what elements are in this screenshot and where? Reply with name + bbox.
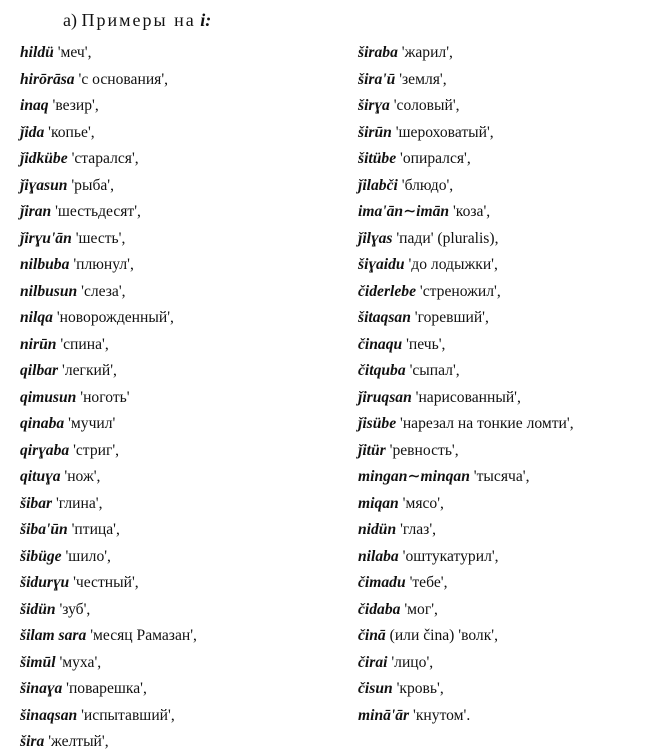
entry-term: širɣa <box>358 97 390 114</box>
entry-gloss: 'меч', <box>57 44 92 61</box>
variant-separator: ∼ <box>407 468 421 485</box>
word-entry <box>358 279 574 306</box>
entry-gloss: 'опирался', <box>400 150 471 167</box>
word-entry <box>20 650 197 677</box>
right-word-column <box>358 40 574 729</box>
word-entry <box>20 279 197 306</box>
entry-gloss: 'слеза', <box>81 282 126 300</box>
entry-term: čimadu <box>358 574 406 591</box>
entry-gloss: 'копье', <box>48 123 95 141</box>
entry-term: hildü <box>20 44 54 61</box>
variant-separator: ∼ <box>403 203 417 220</box>
entry-gloss: 'лицо', <box>391 653 434 671</box>
word-entry <box>20 438 197 465</box>
entry-term: šilam sara <box>20 627 87 644</box>
entry-term: čisun <box>358 680 393 697</box>
entry-term-variant: imān <box>416 203 450 220</box>
entry-gloss: 'пади' (pluralis), <box>396 229 499 247</box>
entry-gloss: 'муха', <box>59 653 102 671</box>
word-entry <box>20 544 197 571</box>
word-entry <box>358 305 574 332</box>
entry-gloss: 'испытавший', <box>81 706 175 724</box>
entry-term: ima'ān <box>358 203 404 220</box>
entry-term: nilbusun <box>20 282 78 300</box>
entry-term: nirūn <box>20 335 57 353</box>
entry-term: qinaba <box>20 415 65 432</box>
entry-term: ǰiran <box>20 203 52 220</box>
word-entry <box>20 226 197 253</box>
entry-term: ǰiruqsan <box>358 388 412 406</box>
word-entry <box>358 411 574 438</box>
entry-gloss: 'честный', <box>73 574 139 591</box>
entry-term: hirōrāsa <box>20 70 75 88</box>
entry-gloss: 'стреножил', <box>419 282 501 300</box>
entry-term: šidün <box>20 600 56 618</box>
word-entry <box>358 226 574 253</box>
entry-term: šimūl <box>20 653 56 671</box>
entry-term: šitübe <box>358 150 397 167</box>
entry-term: qituɣa <box>20 468 61 485</box>
entry-term: minā'ār <box>358 706 410 724</box>
entry-gloss: 'соловый', <box>393 97 460 114</box>
word-entry <box>20 411 197 438</box>
heading-letter: i: <box>200 10 212 30</box>
entry-term: šinaɣa <box>20 680 63 697</box>
entry-gloss: 'тебе', <box>409 574 448 591</box>
word-entry <box>20 173 197 200</box>
entry-gloss: 'горевший', <box>414 309 489 326</box>
word-entry <box>358 676 574 703</box>
word-entry <box>20 305 197 332</box>
entry-gloss: 'шило', <box>65 547 111 565</box>
word-entry <box>358 517 574 544</box>
entry-term: ǰilabči <box>358 176 398 194</box>
entry-term: šira'ū <box>358 70 396 88</box>
entry-term: ǰilɣas <box>358 229 393 247</box>
entry-gloss: 'месяц Рамазан', <box>90 627 197 644</box>
word-entry <box>20 67 197 94</box>
entry-gloss: 'желтый', <box>48 733 109 750</box>
entry-gloss: 'блюдо', <box>401 176 454 194</box>
entry-gloss: 'новорожденный', <box>56 309 174 326</box>
word-entry <box>358 438 574 465</box>
entry-gloss: 'мог', <box>404 600 438 618</box>
word-entry <box>20 358 197 385</box>
word-entry <box>20 120 197 147</box>
entry-gloss: 'мясо', <box>402 494 444 512</box>
entry-gloss: 'рыба', <box>71 176 115 194</box>
entry-gloss: 'кнутом'. <box>413 706 471 724</box>
entry-gloss: 'сыпал', <box>409 362 460 379</box>
entry-term: ǰirɣu'ān <box>20 229 72 247</box>
entry-term: činā <box>358 627 386 644</box>
word-entry <box>358 199 574 226</box>
word-entry <box>20 676 197 703</box>
entry-term: šidurɣu <box>20 574 70 591</box>
entry-gloss: 'легкий', <box>62 362 117 379</box>
entry-term: ǰisübe <box>358 415 397 432</box>
entry-term: širūn <box>358 123 392 141</box>
word-entry <box>358 146 574 173</box>
word-entry <box>20 252 197 279</box>
word-entry <box>358 544 574 571</box>
entry-term: čiderlebe <box>358 282 417 300</box>
entry-gloss: 'спина', <box>60 335 109 353</box>
entry-gloss: 'шероховатый', <box>395 123 494 141</box>
word-entry <box>20 703 197 730</box>
entry-term: šinaqsan <box>20 706 78 724</box>
entry-term: šira <box>20 733 45 750</box>
word-entry <box>358 623 574 650</box>
entry-term: šiɣaidu <box>358 256 405 273</box>
entry-term: šibüge <box>20 547 62 565</box>
entry-gloss: 'везир', <box>52 97 99 114</box>
entry-term: nilaba <box>358 547 399 565</box>
entry-gloss: 'птица', <box>71 521 120 538</box>
entry-term: qimusun <box>20 388 77 406</box>
entry-term: ǰitür <box>358 441 386 459</box>
word-entry <box>358 491 574 518</box>
left-word-column <box>20 40 197 756</box>
word-entry <box>20 729 197 756</box>
entry-gloss: 'с основания', <box>78 70 169 88</box>
entry-term: šiba'ūn <box>20 521 68 538</box>
entry-gloss: 'печь', <box>406 335 446 353</box>
word-entry <box>358 650 574 677</box>
entry-gloss: 'тысяча', <box>473 468 530 485</box>
word-entry <box>20 199 197 226</box>
entry-gloss: 'старался', <box>71 150 139 167</box>
entry-term-variant: minqan <box>420 468 470 485</box>
word-entry <box>20 146 197 173</box>
word-entry <box>358 385 574 412</box>
entry-gloss: (или čina) 'волк', <box>389 627 498 644</box>
entry-term: širaba <box>358 44 398 61</box>
entry-gloss: 'земля', <box>399 70 447 88</box>
word-entry <box>20 332 197 359</box>
entry-gloss: 'шесть', <box>75 229 126 247</box>
entry-term: nilqa <box>20 309 53 326</box>
entry-gloss: 'нож', <box>64 468 101 485</box>
entry-term: čitquba <box>358 362 406 379</box>
entry-gloss: 'глина', <box>55 494 103 512</box>
entry-gloss: 'плюнул', <box>73 256 134 273</box>
word-entry <box>358 252 574 279</box>
section-heading <box>63 10 211 31</box>
entry-gloss: 'мучил' <box>68 415 116 432</box>
entry-gloss: 'стриг', <box>73 441 120 459</box>
word-entry <box>20 385 197 412</box>
entry-term: šibar <box>20 494 53 512</box>
word-entry <box>20 570 197 597</box>
word-entry <box>20 491 197 518</box>
entry-term: mingan <box>358 468 408 485</box>
heading-label: а) <box>63 10 77 30</box>
entry-gloss: 'коза', <box>452 203 491 220</box>
entry-gloss: 'оштукатурил', <box>402 547 499 565</box>
word-entry <box>358 93 574 120</box>
entry-term: ǰidkübe <box>20 150 68 167</box>
entry-term: nidün <box>358 521 397 538</box>
word-entry <box>358 67 574 94</box>
entry-gloss: 'глаз', <box>400 521 437 538</box>
word-entry <box>358 358 574 385</box>
entry-term: miqan <box>358 494 399 512</box>
word-entry <box>20 93 197 120</box>
entry-gloss: 'нарезал на тонкие ломти', <box>400 415 574 432</box>
heading-text: Примеры на <box>81 10 196 30</box>
entry-gloss: 'кровь', <box>396 680 444 697</box>
word-entry <box>358 464 574 491</box>
word-entry <box>358 173 574 200</box>
entry-term: inaq <box>20 97 49 114</box>
entry-term: činaqu <box>358 335 403 353</box>
entry-gloss: 'ноготь' <box>80 388 130 406</box>
entry-gloss: 'поварешка', <box>66 680 147 697</box>
entry-term: nilbuba <box>20 256 70 273</box>
entry-gloss: 'жарил', <box>401 44 453 61</box>
entry-gloss: 'до лодыжки', <box>408 256 498 273</box>
entry-term: qirɣaba <box>20 441 70 459</box>
word-entry <box>358 597 574 624</box>
entry-term: šitaqsan <box>358 309 411 326</box>
entry-term: ǰida <box>20 123 45 141</box>
entry-term: čidaba <box>358 600 401 618</box>
word-entry <box>20 517 197 544</box>
word-entry <box>358 120 574 147</box>
entry-gloss: 'зуб', <box>59 600 91 618</box>
word-entry <box>358 703 574 730</box>
word-entry <box>20 597 197 624</box>
entry-gloss: 'ревность', <box>389 441 459 459</box>
entry-term: čirai <box>358 653 388 671</box>
word-entry <box>358 40 574 67</box>
entry-term: ǰiɣasun <box>20 176 68 194</box>
word-entry <box>20 40 197 67</box>
word-entry <box>358 570 574 597</box>
word-entry <box>358 332 574 359</box>
entry-gloss: 'нарисованный', <box>415 388 521 406</box>
entry-gloss: 'шестьдесят', <box>55 203 141 220</box>
word-entry <box>20 623 197 650</box>
entry-term: qilbar <box>20 362 59 379</box>
word-entry <box>20 464 197 491</box>
